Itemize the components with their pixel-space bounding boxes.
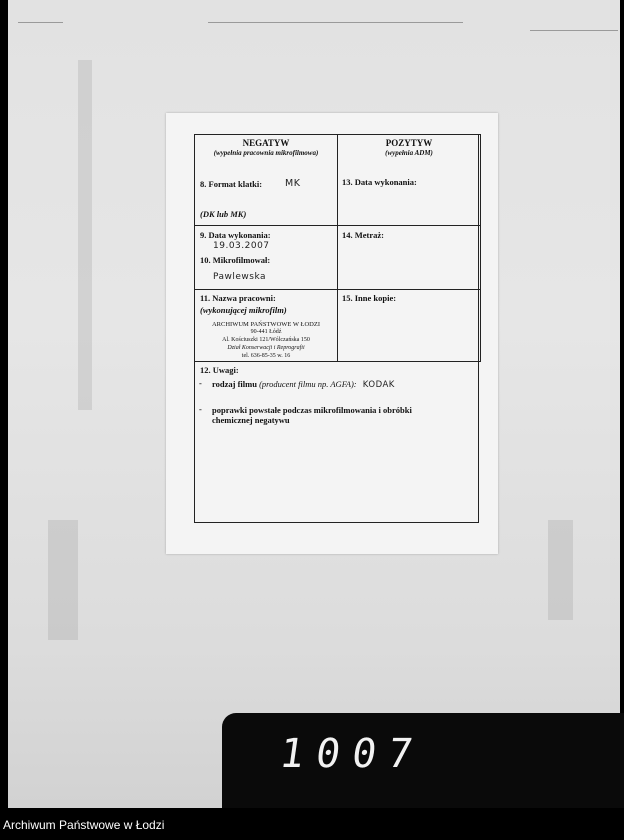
bullet1-note: (producent filmu np. AGFA): [259,379,357,389]
field14-label: 14. Metraż: [342,230,385,240]
frame-edge-line [530,30,618,31]
bullet-dash: - [199,404,202,414]
field8-value: MK [285,178,301,189]
film-streak [48,520,78,640]
field8-label: 8. Format klatki: [200,179,263,189]
negatyw-subtitle: (wypełnia pracownia mikrofilmowa) [213,149,319,157]
bullet1-value: KODAK [362,380,395,390]
field8-note: (DK lub MK) [200,209,247,219]
bullet-dash: - [199,378,202,388]
film-streak [548,520,573,620]
field12-bullet1 [212,379,395,390]
frame-counter [222,713,624,808]
microfilm-record-card [166,113,498,554]
film-streak [78,60,92,410]
frame-counter-number: 1007 [276,731,428,777]
field11-label: 11. Nazwa pracowni: [200,293,276,303]
pozytyw-subtitle: (wypełnia ADM) [385,149,433,157]
stamp-line: Al. Kościuszki 121/Wólczańska 150 [222,337,310,343]
field12-bullet2-line2: chemicznej negatywu [212,415,290,425]
field12-bullet2-line1: poprawki powstałe podczas mikrofilmowania i obróbki [212,405,412,415]
negatyw-title: NEGATYW [242,138,290,148]
pozytyw-title: POZYTYW [385,138,433,148]
archive-name: Archiwum Państwowe w Łodzi [3,818,165,832]
stamp-line: 90-441 Łódź [250,329,282,335]
stamp-line: tel. 636-85-35 w. 16 [241,353,291,359]
frame-edge-line [208,22,463,23]
bullet1-label: rodzaj filmu [212,379,257,389]
field11-sublabel: (wykonującej mikrofilm) [200,305,287,315]
field13-label: 13. Data wykonania: [342,177,417,187]
field9-label: 9. Data wykonania: [200,230,271,240]
footer [0,808,624,840]
field9-value: 19.03.2007 [213,241,270,251]
stamp-line: ARCHIWUM PAŃSTWOWE W ŁODZI [211,321,321,328]
field12-label: 12. Uwagi: [200,365,239,375]
field10-value: Pawlewska [213,272,267,282]
field15-label: 15. Inne kopie: [342,293,397,303]
field10-label: 10. Mikrofilmował: [200,255,271,265]
frame-edge-line [18,22,63,23]
microfilm-frame [8,0,620,808]
stamp-line: Dział Konserwacji i Reprografii [227,345,305,351]
record-form [194,134,479,523]
